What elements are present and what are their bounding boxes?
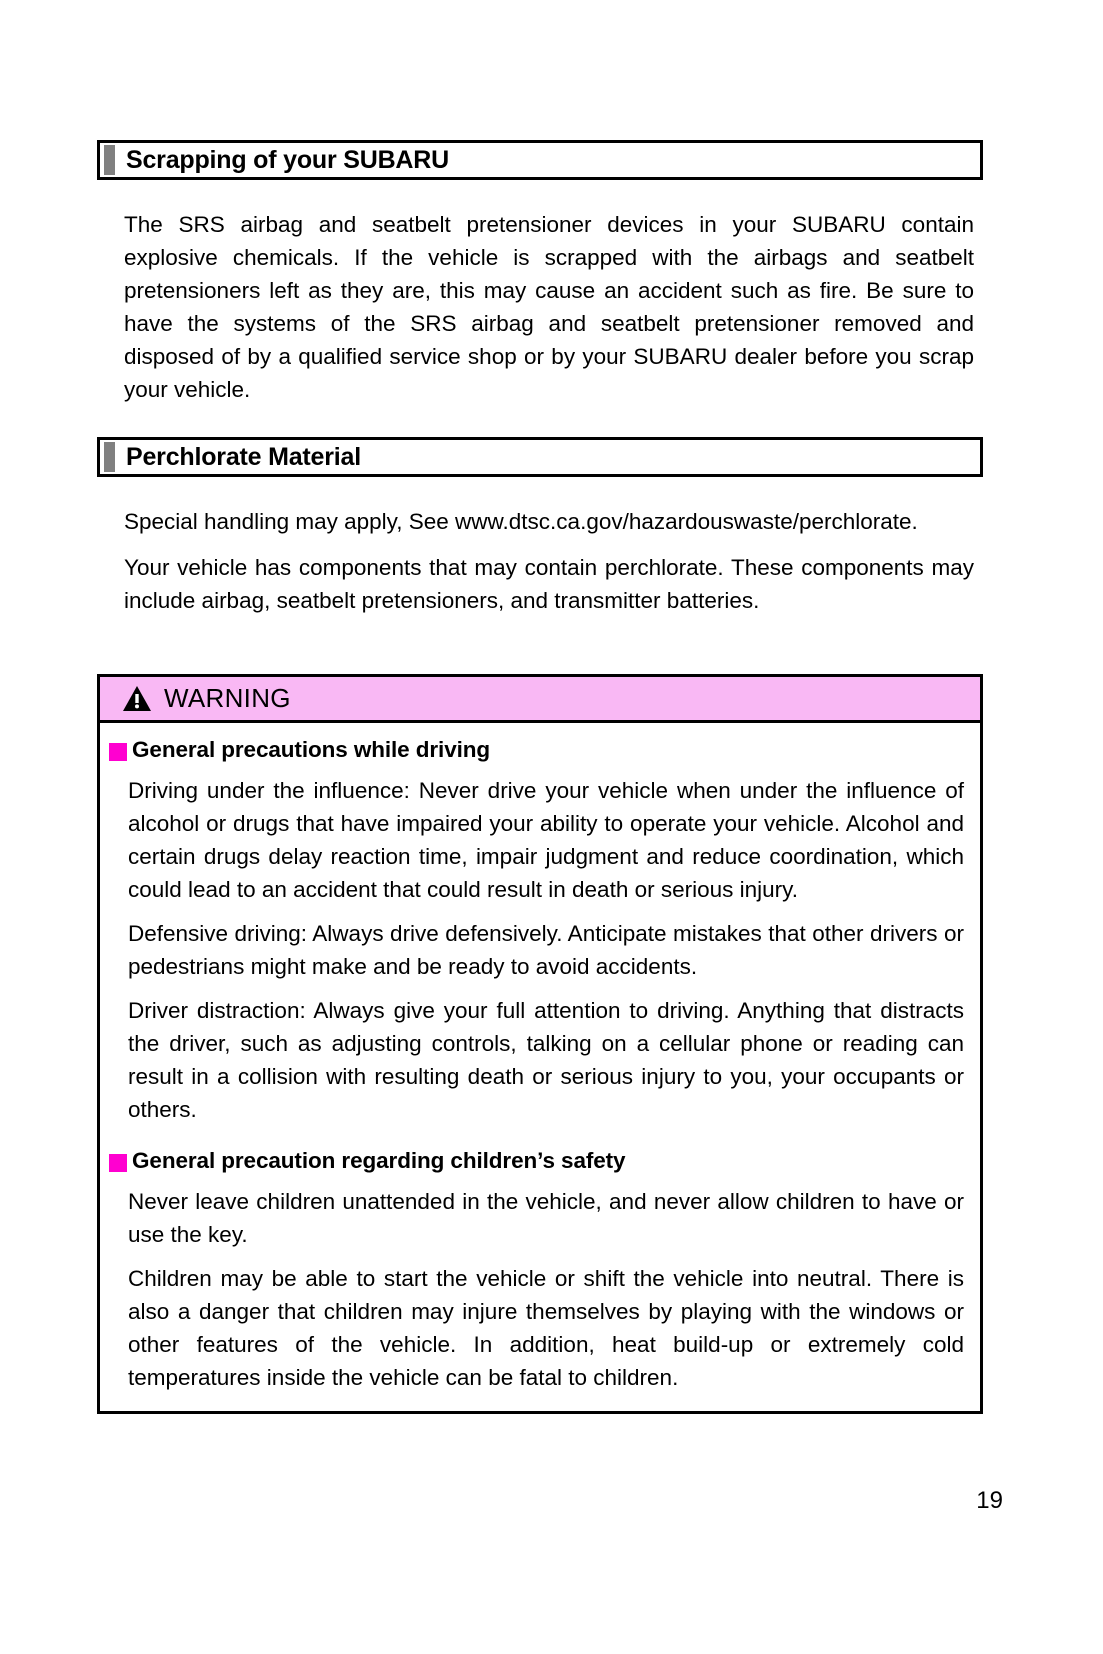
warning-heading-label: General precautions while driving xyxy=(132,737,491,762)
section-header-scrapping xyxy=(97,140,983,180)
page-number: 19 xyxy=(976,1487,1003,1514)
warning-heading-label: General precaution regarding children’s safety xyxy=(132,1148,626,1173)
warning-banner xyxy=(100,677,980,723)
header-accent-bar xyxy=(104,145,115,175)
warning-paragraph-influence: Driving under the influence: Never drive your vehicle when under the influence of alcohol or drugs that have impaired your ability to operate your vehicle. Alcohol and certain drugs delay reaction time, impair judgment and reduce coordination, which could lead to an accident that could result in death or serious injury. xyxy=(128,778,964,902)
section-title: Scrapping of your SUBARU xyxy=(126,145,449,174)
paragraph-perchlorate-2: Your vehicle has components that may contain perchlorate. These components may include airbag, seatbelt pretensioners, and transmitter batteries. xyxy=(124,555,974,613)
header-accent-bar xyxy=(104,442,115,472)
warning-content xyxy=(100,737,980,1394)
paragraph-perchlorate-url: Special handling may apply, See www.dtsc.ca.gov/hazardouswaste/perchlorate. xyxy=(124,509,918,534)
square-bullet-icon xyxy=(109,743,127,761)
warning-paragraph-unattended: Never leave children unattended in the vehicle, and never allow children to have or use the key. xyxy=(128,1189,964,1247)
warning-triangle-icon xyxy=(122,685,152,712)
warning-heading-children xyxy=(100,1148,980,1174)
square-bullet-icon xyxy=(109,1154,127,1172)
warning-paragraph-distraction: Driver distraction: Always give your full attention to driving. Anything that distracts the driver, such as adjusting controls, talking on a cellular phone or reading can result in a collision with resulting death or serious injury to you, your occupants or others. xyxy=(128,998,964,1122)
section-title: Perchlorate Material xyxy=(126,442,361,471)
paragraph-scrapping-1: The SRS airbag and seatbelt pretensioner devices in your SUBARU contain explosive chemicals. If the vehicle is scrapped with the airbags and seatbelt pretensioners left as they are, this may cause an accident such as fire. Be sure to have the systems of the SRS airbag and seatbelt pretensioner removed and disposed of by a qualified service shop or by your SUBARU dealer before you scrap your vehicle. xyxy=(124,212,974,402)
warning-heading-driving xyxy=(100,737,980,763)
warning-paragraph-defensive: Defensive driving: Always drive defensively. Anticipate mistakes that other drivers or pedestrians might make and be ready to avoid accidents. xyxy=(128,921,964,979)
section-header-perchlorate xyxy=(97,437,983,477)
warning-box xyxy=(97,674,983,1414)
warning-label: WARNING xyxy=(164,683,291,713)
warning-paragraph-children-risk: Children may be able to start the vehicle or shift the vehicle into neutral. There is also a danger that children may injure themselves by playing with the windows or other features of the vehicle. In addition, heat build-up or extremely cold temperatures inside the vehicle can be fatal to children. xyxy=(128,1266,964,1390)
